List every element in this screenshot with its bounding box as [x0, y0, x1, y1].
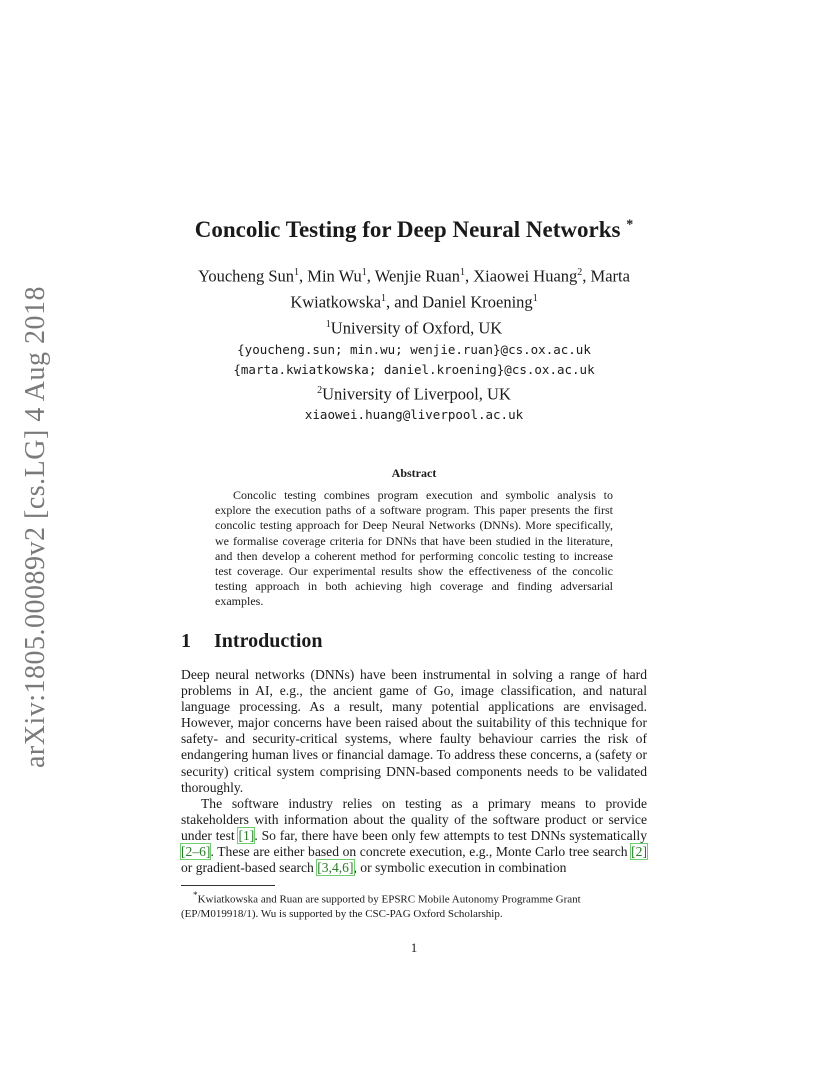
affiliation-liverpool [0, 380, 828, 406]
author-name: Min Wu [307, 266, 362, 286]
author-affil-sup: 1 [460, 267, 466, 278]
abstract-heading: Abstract [391, 466, 437, 480]
page-number: 1 [410, 940, 418, 955]
author-affil-sup: 2 [577, 267, 583, 278]
author-affil-sup: 1 [361, 267, 367, 278]
email-line: xiaowei.huang@liverpool.ac.uk [304, 407, 524, 422]
author-name: Wenjie Ruan [374, 266, 461, 286]
footnote-text: Kwiatkowska and Ruan are supported by EPSRC Mobile Autonomy Programme Grant (EP/M019918/1). Wu is supported by the CSC-PAG Oxford Scholarship. [181, 893, 581, 920]
author-name: Kwiatkowska [290, 292, 382, 311]
footnote-line [181, 888, 647, 921]
arxiv-identifier: arXiv:1805.00089v2 [cs.LG] 4 Aug 2018 [20, 285, 51, 769]
paragraph [181, 796, 647, 876]
text-run: . These are either based on concrete execution, e.g., Monte Carlo tree search [210, 844, 632, 860]
affiliation-name: University of Oxford, UK [330, 318, 503, 338]
email-line: {marta.kwiatkowska; daniel.kroening}@cs.ox.ac.uk [233, 361, 595, 377]
text-run: , or symbolic execution in combination [353, 860, 567, 876]
paper-title [0, 217, 828, 243]
paragraph: Deep neural networks (DNNs) have been instrumental in solving a range of hard problems in AI, e.g., the ancient game of Go, image classification, and natural language processing. As a result, many potential applications are envisaged. However, major concerns have been raised about the suitability of this technique for safety- and security-critical systems, where faulty behaviour carries the risk of endangering human lives or financial damage. To address these concerns, a (safety or security) critical system comprising DNN-based components needs to be validated thoroughly. [181, 667, 647, 795]
author-line-1: Youcheng Sun$^1$, Min Wu$^1$, Wenjie Ruan$^1$, Xiaowei Huang$^2$, Marta [198, 266, 630, 286]
citation-link[interactable]: [2–6] [181, 844, 211, 860]
affiliations [0, 314, 828, 425]
body-text [181, 667, 647, 876]
author-affil-sup: 1 [532, 292, 538, 304]
text-run: or gradient-based search [181, 860, 318, 876]
author-list [150, 262, 678, 313]
text-run: The software industry relies on testing as a primary means to provide stakeholders with information about the quality of the software product or service under test [181, 795, 647, 843]
affiliation-sup: 2 [317, 384, 323, 396]
author-affil-sup: 1 [294, 267, 300, 278]
author-affil-sup: 1 [381, 292, 387, 304]
title-text: Concolic Testing for Deep Neural Networks [194, 217, 621, 242]
author-name: Youcheng Sun [198, 266, 295, 286]
footnote-rule [181, 885, 275, 886]
author-line-2 [150, 288, 678, 314]
author-name: Xiaowei Huang [473, 266, 578, 286]
text-run: . So far, there have been only few attempts to test DNNs systematically [254, 827, 647, 843]
affiliation-sup: 1 [325, 319, 331, 330]
abstract [215, 466, 613, 610]
author-name: Daniel Kroening [422, 292, 533, 311]
abstract-text: Concolic testing combines program execution and symbolic analysis to explore the execution paths of a software program. This paper presents the first concolic testing approach for Deep Neural Networks (DNNs). More specifically, we formalise coverage criteria for DNNs that have been studied in the literature, and then develop a coherent method for performing concolic testing to increase test coverage. Our experimental results show the effectiveness of the concolic testing approach in both achieving high coverage and finding adversarial examples. [215, 488, 613, 609]
citation-link[interactable]: [3,4,6] [317, 860, 354, 876]
email-line: {youcheng.sun; min.wu; wenjie.ruan}@cs.ox.ac.uk [237, 341, 591, 357]
footnote [181, 888, 647, 921]
affiliation-oxford [0, 314, 828, 340]
author-separator: , and [386, 292, 423, 311]
citation-link[interactable]: [1] [238, 827, 255, 843]
citation-link[interactable]: [2] [631, 844, 647, 860]
author-name: Marta [590, 266, 630, 286]
section-number: 1 [181, 630, 191, 652]
section-title: Introduction [214, 630, 323, 652]
affiliation-name: University of Liverpool, UK [322, 384, 511, 403]
section-heading [181, 630, 323, 653]
footnote-marker: * [193, 890, 198, 900]
title-footnote-marker: * [626, 217, 634, 233]
